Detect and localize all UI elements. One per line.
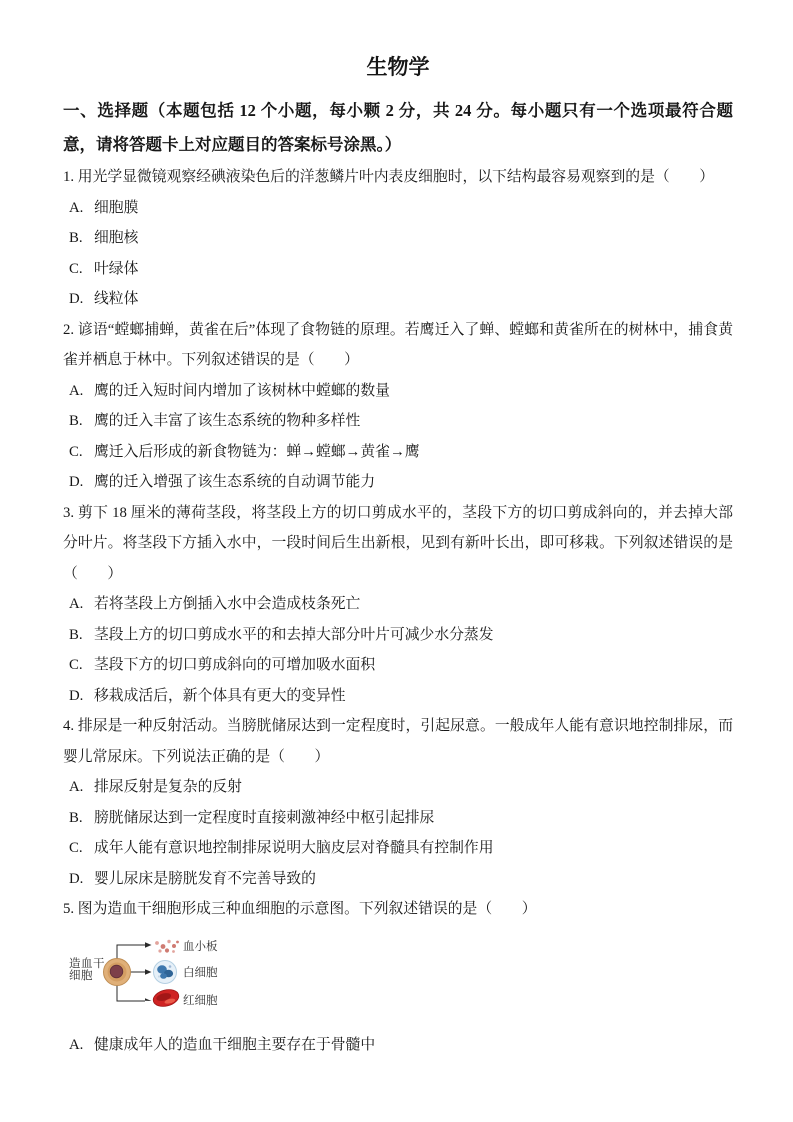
option-c [69, 650, 733, 681]
stem-cell-label: 造血干细胞 [69, 957, 105, 982]
option-letter: A. [69, 1036, 84, 1053]
option-text: 茎段上方的切口剪成水平的和去掉大部分叶片可减少水分蒸发 [94, 626, 494, 643]
page-title: 生物学 [366, 55, 430, 79]
option-a [69, 193, 733, 224]
option-letter: A. [69, 199, 84, 216]
red-blood-cell-icon [151, 987, 180, 1009]
option-text: 成年人能有意识地控制排尿说明大脑皮层对脊髓具有控制作用 [94, 840, 494, 856]
option-text: 线粒体 [94, 291, 139, 307]
question-stem: 5. 图为造血干细胞形成三种血细胞的示意图。下列叙述错误的是（ ） [63, 901, 537, 917]
option-d [69, 864, 733, 895]
option-letter: B. [69, 626, 83, 643]
option-c [69, 833, 733, 864]
option-letter: B. [69, 809, 83, 826]
option-d [69, 284, 733, 315]
option-text: 婴儿尿床是膀胱发育不完善导致的 [94, 870, 316, 887]
white-blood-cell-icon [154, 960, 177, 983]
question-3 [63, 498, 733, 712]
option-a [69, 376, 733, 407]
option-d [69, 467, 733, 498]
option-b [69, 406, 733, 437]
red-blood-cell-label: 红细胞 [183, 994, 218, 1007]
option-d [69, 681, 733, 712]
option-b [69, 620, 733, 651]
question-4 [63, 711, 733, 894]
question-stem: 2. 谚语“螳螂捕蝉，黄雀在后”体现了食物链的原理。若鹰迁入了蝉、螳螂和黄雀所在的树林中，捕食黄雀并栖息于林中。下列叙述错误的是（ ） [63, 321, 733, 368]
option-letter: C. [69, 260, 83, 277]
option-text: 鹰的迁入增强了该生态系统的自动调节能力 [94, 474, 376, 490]
platelets-icon [155, 939, 179, 952]
question-stem: 1. 用光学显微镜观察经碘液染色后的洋葱鳞片叶内表皮细胞时，以下结构最容易观察到的是（ ） [63, 169, 715, 185]
option-letter: A. [69, 779, 84, 795]
option-letter: D. [69, 687, 84, 704]
section-header: 一、选择题（本题包括 12 个小题，每小颗 2 分，共 24 分。每小题只有一个选项最符合题意，请将答题卡上对应题目的答案标号涂黑。） [63, 101, 733, 154]
option-text: 茎段下方的切口剪成斜向的可增加吸水面积 [94, 657, 376, 673]
option-a [69, 772, 733, 803]
question-stem: 3. 剪下 18 厘米的薄荷茎段，将茎段上方的切口剪成水平的，茎段下方的切口剪成斜向的，并去掉大部分叶片。将茎段下方插入水中，一段时间后生出新根，见到有新叶长出，即可移栽。下列叙述错误的是（ ） [63, 504, 733, 582]
option-a [69, 589, 733, 620]
blood-cell-diagram [67, 934, 237, 1014]
platelets-label: 血小板 [183, 940, 218, 953]
option-letter: C. [69, 657, 83, 673]
option-text: 细胞膜 [94, 199, 139, 216]
question-2 [63, 315, 733, 498]
option-text: 健康成年人的造血干细胞主要存在于骨髓中 [94, 1036, 376, 1053]
option-text: 叶绿体 [94, 260, 139, 277]
option-text: 膀胱储尿达到一定程度时直接刺激神经中枢引起排尿 [94, 809, 435, 826]
option-letter: C. [69, 443, 83, 460]
option-letter: D. [69, 870, 84, 887]
option-letter: D. [69, 291, 84, 307]
option-b [69, 803, 733, 834]
option-c [69, 437, 733, 468]
question-stem: 4. 排尿是一种反射活动。当膀胱储尿达到一定程度时，引起尿意。一般成年人能有意识地控制排尿，而婴儿常尿床。下列说法正确的是（ ） [63, 718, 733, 765]
stem-cell-icon [104, 958, 131, 985]
option-letter: B. [69, 413, 83, 429]
option-a [69, 1030, 733, 1061]
option-letter: A. [69, 596, 84, 612]
question-1 [63, 162, 733, 315]
blood-cell-diagram-graphic [67, 934, 237, 1014]
option-letter: C. [69, 840, 83, 856]
option-letter: A. [69, 382, 84, 399]
option-text: 若将茎段上方倒插入水中会造成枝条死亡 [94, 596, 361, 612]
option-letter: D. [69, 474, 84, 490]
option-letter: B. [69, 230, 83, 246]
option-text: 鹰的迁入丰富了该生态系统的物种多样性 [94, 413, 361, 429]
option-text: 鹰的迁入短时间内增加了该树林中螳螂的数量 [94, 382, 390, 399]
option-c [69, 254, 733, 285]
option-text: 排尿反射是复杂的反射 [94, 779, 242, 795]
option-text: 细胞核 [94, 230, 139, 246]
option-text: 鹰迁入后形成的新食物链为：蝉→螳螂→黄雀→鹰 [94, 443, 420, 460]
option-text: 移栽成活后，新个体具有更大的变异性 [94, 687, 346, 704]
option-b [69, 223, 733, 254]
white-blood-cell-label: 白细胞 [183, 966, 218, 979]
question-5 [63, 894, 733, 1060]
